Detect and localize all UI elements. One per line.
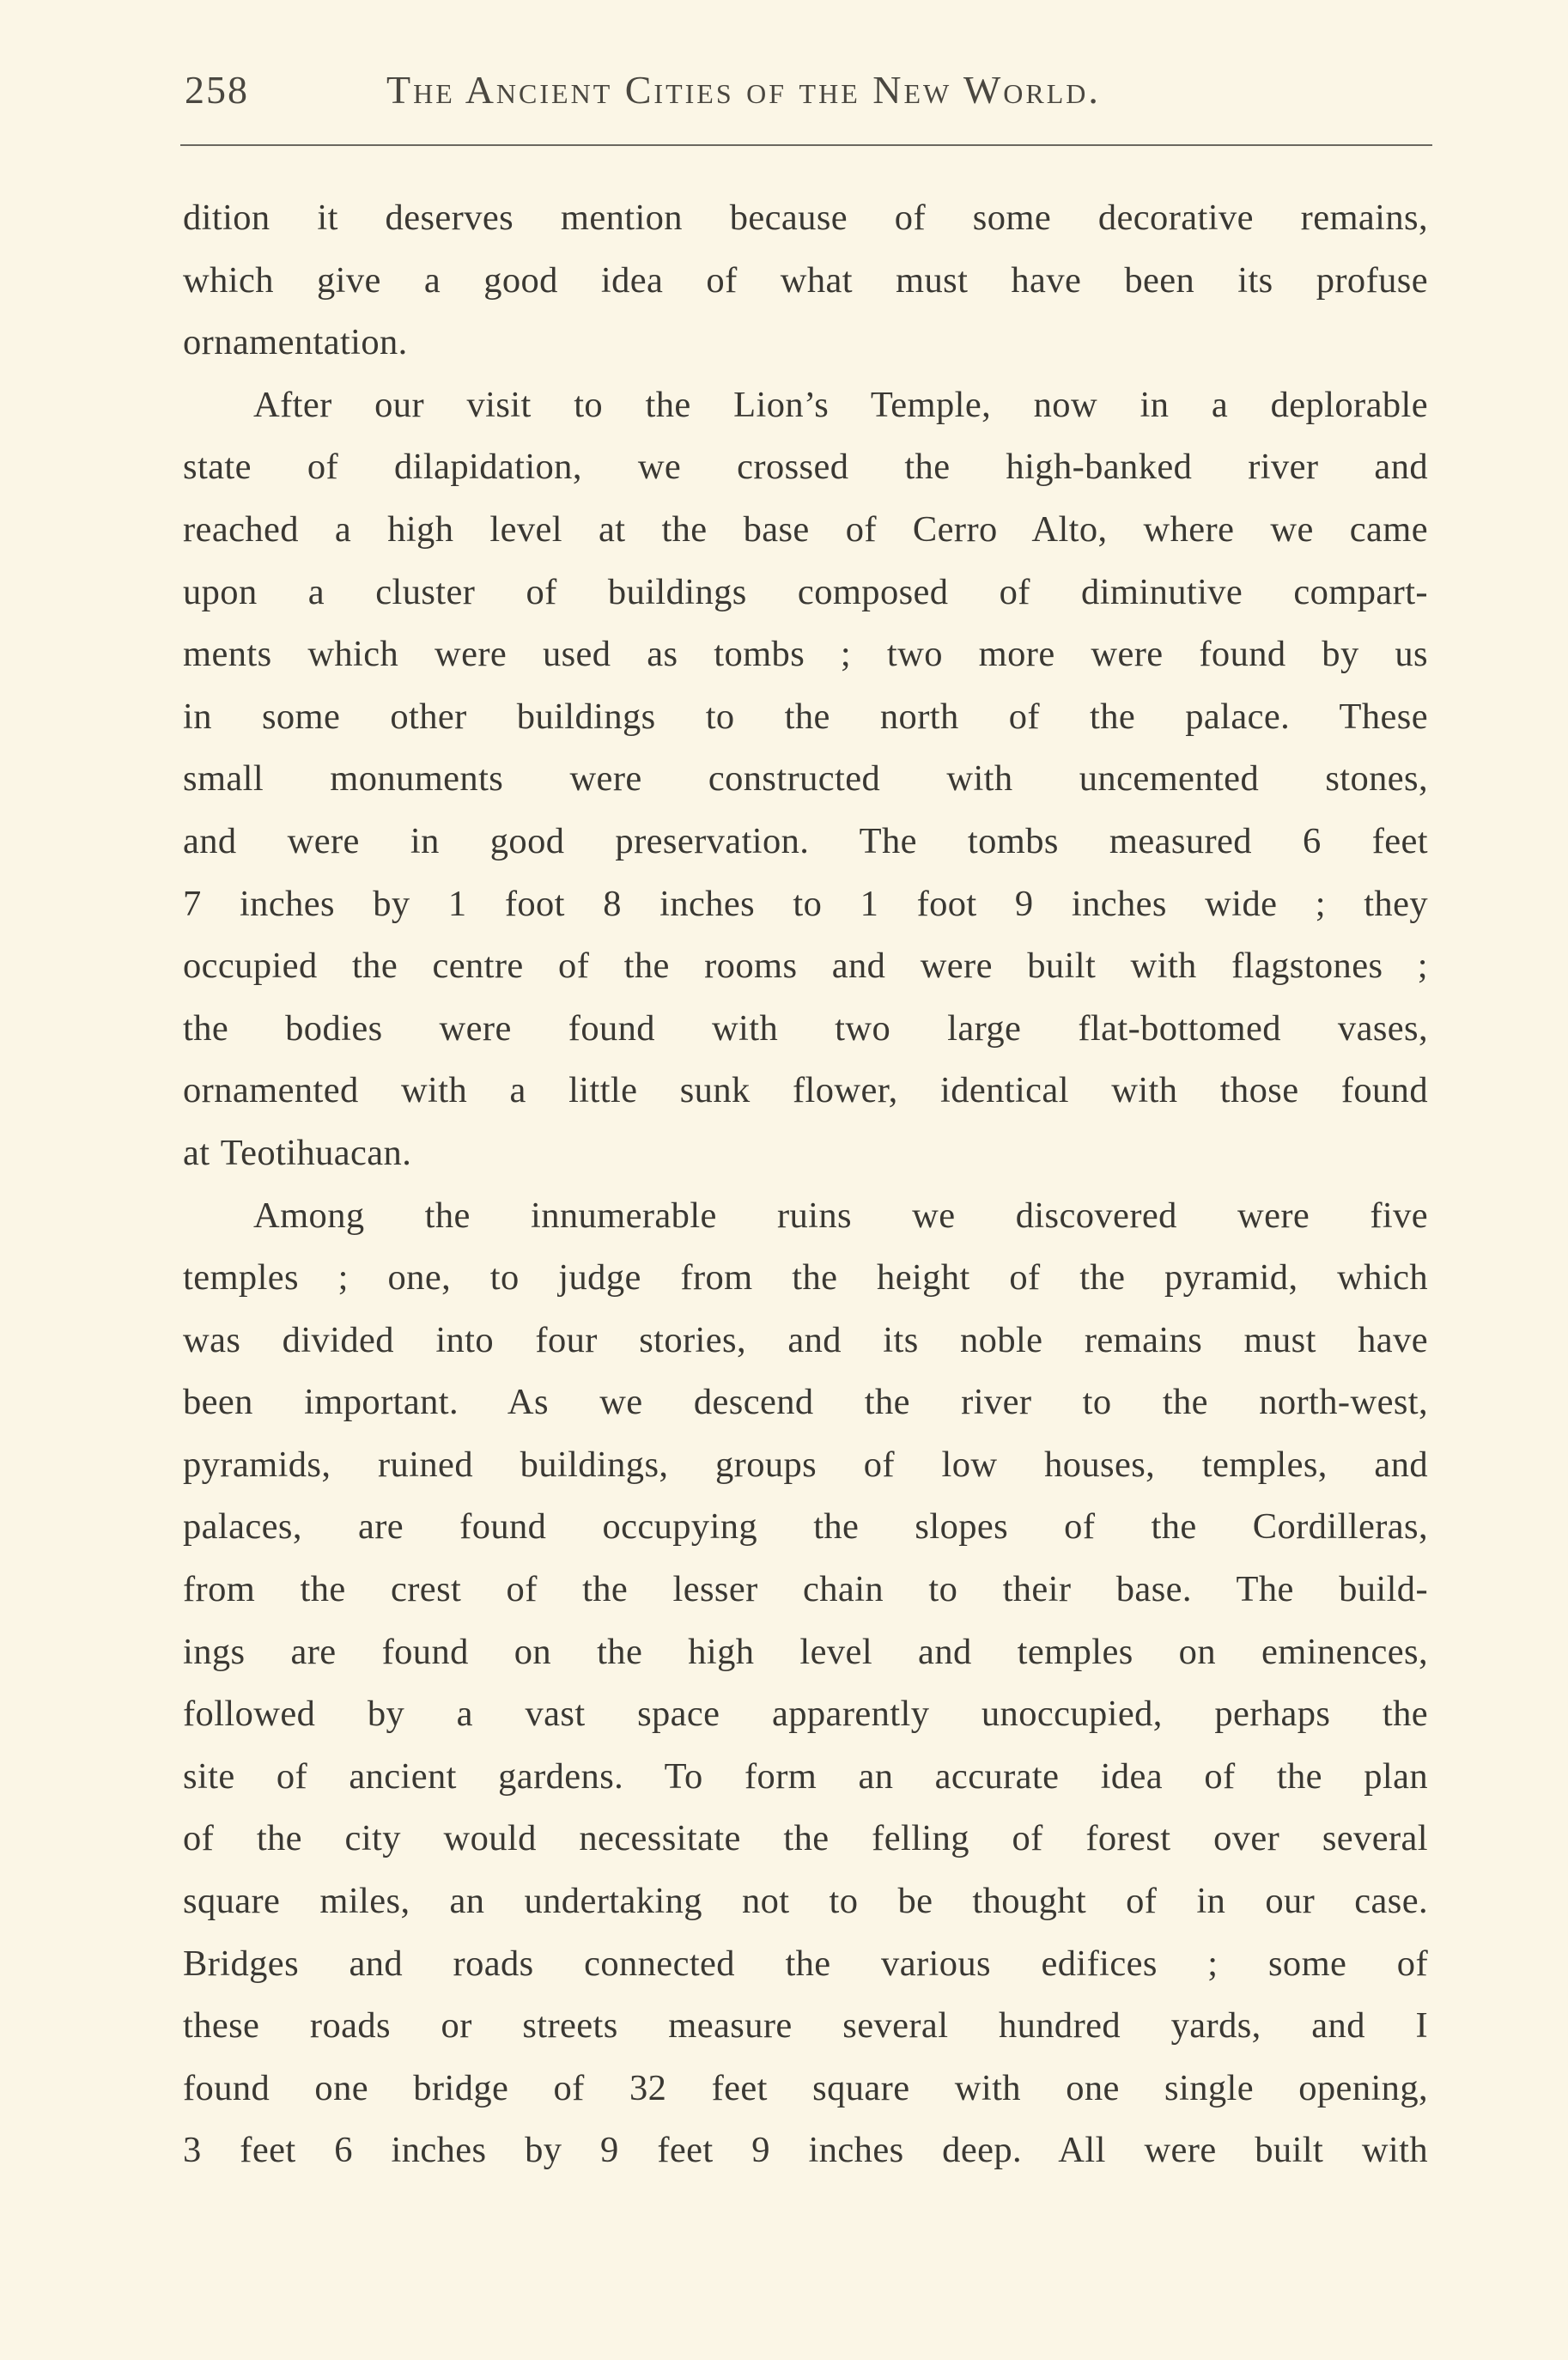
text-line: followed by a vast space apparently unoccupied, perhaps the xyxy=(183,1694,1428,1735)
text-line: was divided into four stories, and its noble remains must have xyxy=(183,1319,1428,1360)
text-line: found one bridge of 32 feet square with one single opening, xyxy=(183,2067,1428,2108)
text-line: site of ancient gardens. To form an accurate idea of the plan xyxy=(183,1755,1428,1797)
text-line: 7 inches by 1 foot 8 inches to 1 foot 9 inches wide ; they xyxy=(183,883,1428,924)
text-line: in some other buildings to the north of the palace. These xyxy=(183,696,1428,737)
text-line: state of dilapidation, we crossed the high-banked river and xyxy=(183,447,1428,488)
page-header xyxy=(185,67,1430,127)
header-rule xyxy=(180,144,1432,146)
text-line: these roads or streets measure several hundred yards, and I xyxy=(183,2005,1428,2047)
text-line: Bridges and roads connected the various edifices ; some of xyxy=(183,1943,1428,1984)
text-line: of the city would necessitate the felling of forest over several xyxy=(183,1818,1428,1859)
text-line: ornamentation. xyxy=(183,322,408,363)
body-text xyxy=(183,187,1428,2182)
text-line: dition it deserves mention because of some decorative remains, xyxy=(183,198,1428,238)
running-title: The Ancient Cities of the New World. xyxy=(386,68,1101,112)
text-line: been important. As we descend the river to the north-west, xyxy=(183,1382,1428,1423)
text-line: palaces, are found occupying the slopes of the Cordilleras, xyxy=(183,1506,1428,1548)
text-line: at Teotihuacan. xyxy=(183,1132,412,1173)
text-line: from the crest of the lesser chain to their base. The build- xyxy=(183,1569,1428,1610)
text-line: which give a good idea of what must have been its profuse xyxy=(183,259,1428,301)
text-line: After our visit to the Lion’s Temple, now in a deplorable xyxy=(253,384,1428,425)
text-line: ornamented with a little sunk flower, identical with those found xyxy=(183,1070,1428,1111)
text-line: 3 feet 6 inches by 9 feet 9 inches deep. All were built with xyxy=(183,2130,1428,2171)
text-line: ments which were used as tombs ; two more were found by us xyxy=(183,634,1428,675)
text-line: temples ; one, to judge from the height of the pyramid, which xyxy=(183,1257,1428,1299)
text-line: and were in good preservation. The tombs measured 6 feet xyxy=(183,820,1428,861)
text-line: upon a cluster of buildings composed of diminutive compart- xyxy=(183,571,1428,612)
text-line: pyramids, ruined buildings, groups of low houses, temples, and xyxy=(183,1444,1428,1485)
text-line: the bodies were found with two large flat-bottomed vases, xyxy=(183,1007,1428,1049)
text-line: reached a high level at the base of Cerro Alto, where we came xyxy=(183,508,1428,550)
page-number: 258 xyxy=(185,68,249,112)
text-line: Among the innumerable ruins we discovered were five xyxy=(253,1195,1428,1236)
text-line: occupied the centre of the rooms and were built with flagstones ; xyxy=(183,946,1428,987)
text-line: small monuments were constructed with uncemented stones, xyxy=(183,758,1428,800)
text-line: ings are found on the high level and temples on eminences, xyxy=(183,1631,1428,1672)
text-line: square miles, an undertaking not to be thought of in our case. xyxy=(183,1881,1428,1922)
